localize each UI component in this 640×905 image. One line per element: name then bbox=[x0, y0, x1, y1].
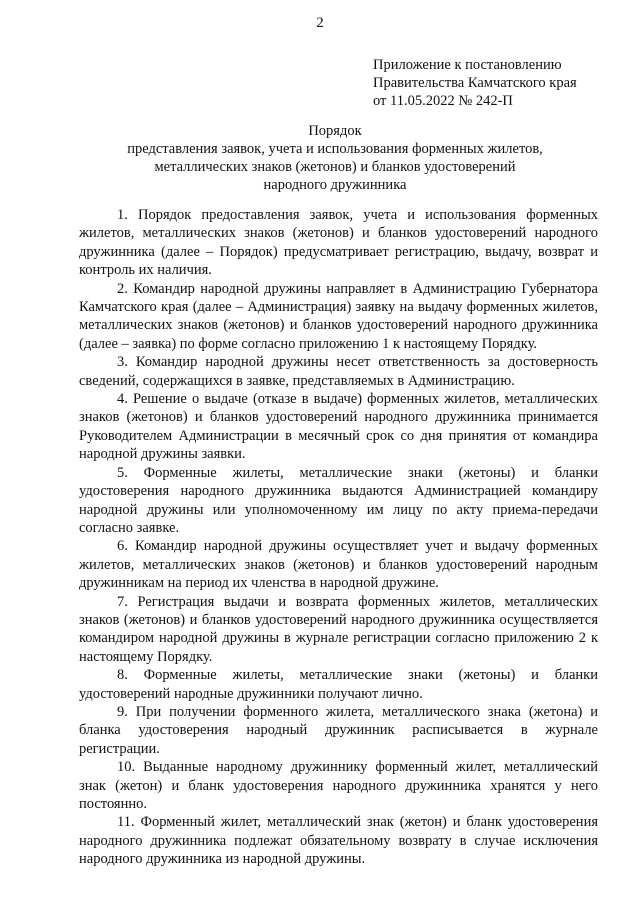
paragraph-11: 11. Форменный жилет, металлический знак (жетон) и бланк удостоверения народного дружинника подлежат обязательному возврату в случае исключения народного дружинника из народной дружины. bbox=[79, 814, 598, 868]
appendix-line-1: Приложение к постановлению bbox=[373, 57, 562, 73]
appendix-line-2: Правительства Камчатского края bbox=[373, 75, 577, 91]
appendix-header bbox=[373, 56, 577, 110]
paragraph-3: 3. Командир народной дружины несет ответственность за достоверность сведений, содержащихся в заявке, представляемых в Администрацию. bbox=[79, 354, 598, 389]
title-line-1: Порядок bbox=[308, 123, 362, 139]
title-line-2: представления заявок, учета и использования форменных жилетов, bbox=[127, 141, 543, 157]
title-line-4: народного дружинника bbox=[263, 177, 407, 193]
paragraph-4: 4. Решение о выдаче (отказе в выдаче) форменных жилетов, металлических знаков (жетонов) и бланков удостоверений народного дружинника принимается Руководителем Администрации в месячный срок со дня принятия от командира народной дружины заявки. bbox=[79, 391, 598, 463]
paragraph-5: 5. Форменные жилеты, металлические знаки (жетоны) и бланки удостоверения народного дружинника выдаются Администрацией командиру народной дружины или уполномоченному им лицу по акту приема-передачи согласно заявке. bbox=[79, 464, 598, 536]
document-body bbox=[79, 206, 598, 869]
paragraph-6: 6. Командир народной дружины осуществляет учет и выдачу форменных жилетов, металлических знаков (жетонов) и бланков удостоверений народным дружинникам на период их членства в народной дружине. bbox=[79, 538, 598, 592]
paragraph-7: 7. Регистрация выдачи и возврата форменных жилетов, металлических знаков (жетонов) и бланков удостоверений народного дружинника осуществляется командиром народной дружины в журнале регистрации согласно приложению 2 к настоящему Порядку. bbox=[79, 593, 598, 665]
page-number: 2 bbox=[316, 15, 324, 31]
paragraph-1: 1. Порядок предоставления заявок, учета и использования форменных жилетов, металлических знаков (жетонов) и бланков удостоверений народного дружинника (далее – Порядок) предусматривает регистрацию, выдачу, возврат и контроль их наличия. bbox=[79, 207, 598, 279]
appendix-line-3: от 11.05.2022 № 242-П bbox=[373, 93, 513, 109]
paragraph-2: 2. Командир народной дружины направляет в Администрацию Губернатора Камчатского края (далее – Администрация) заявку на выдачу форменных жилетов, металлических знаков (жетонов) и бланков удостоверений народного дружинника (далее – заявка) по форме согласно приложению 1 к настоящему Порядку. bbox=[79, 280, 598, 352]
title-line-3: металлических знаков (жетонов) и бланков удостоверений bbox=[154, 159, 516, 175]
paragraph-8: 8. Форменные жилеты, металлические знаки (жетоны) и бланки удостоверений народные дружинники получают лично. bbox=[79, 667, 598, 702]
document-title bbox=[72, 122, 598, 194]
paragraph-10: 10. Выданные народному дружиннику форменный жилет, металлический знак (жетон) и бланк удостоверения народного дружинника хранятся у него постоянно. bbox=[79, 759, 598, 812]
paragraph-9: 9. При получении форменного жилета, металлического знака (жетона) и бланка удостоверения народный дружинник расписывается в журнале регистрации. bbox=[79, 703, 598, 757]
